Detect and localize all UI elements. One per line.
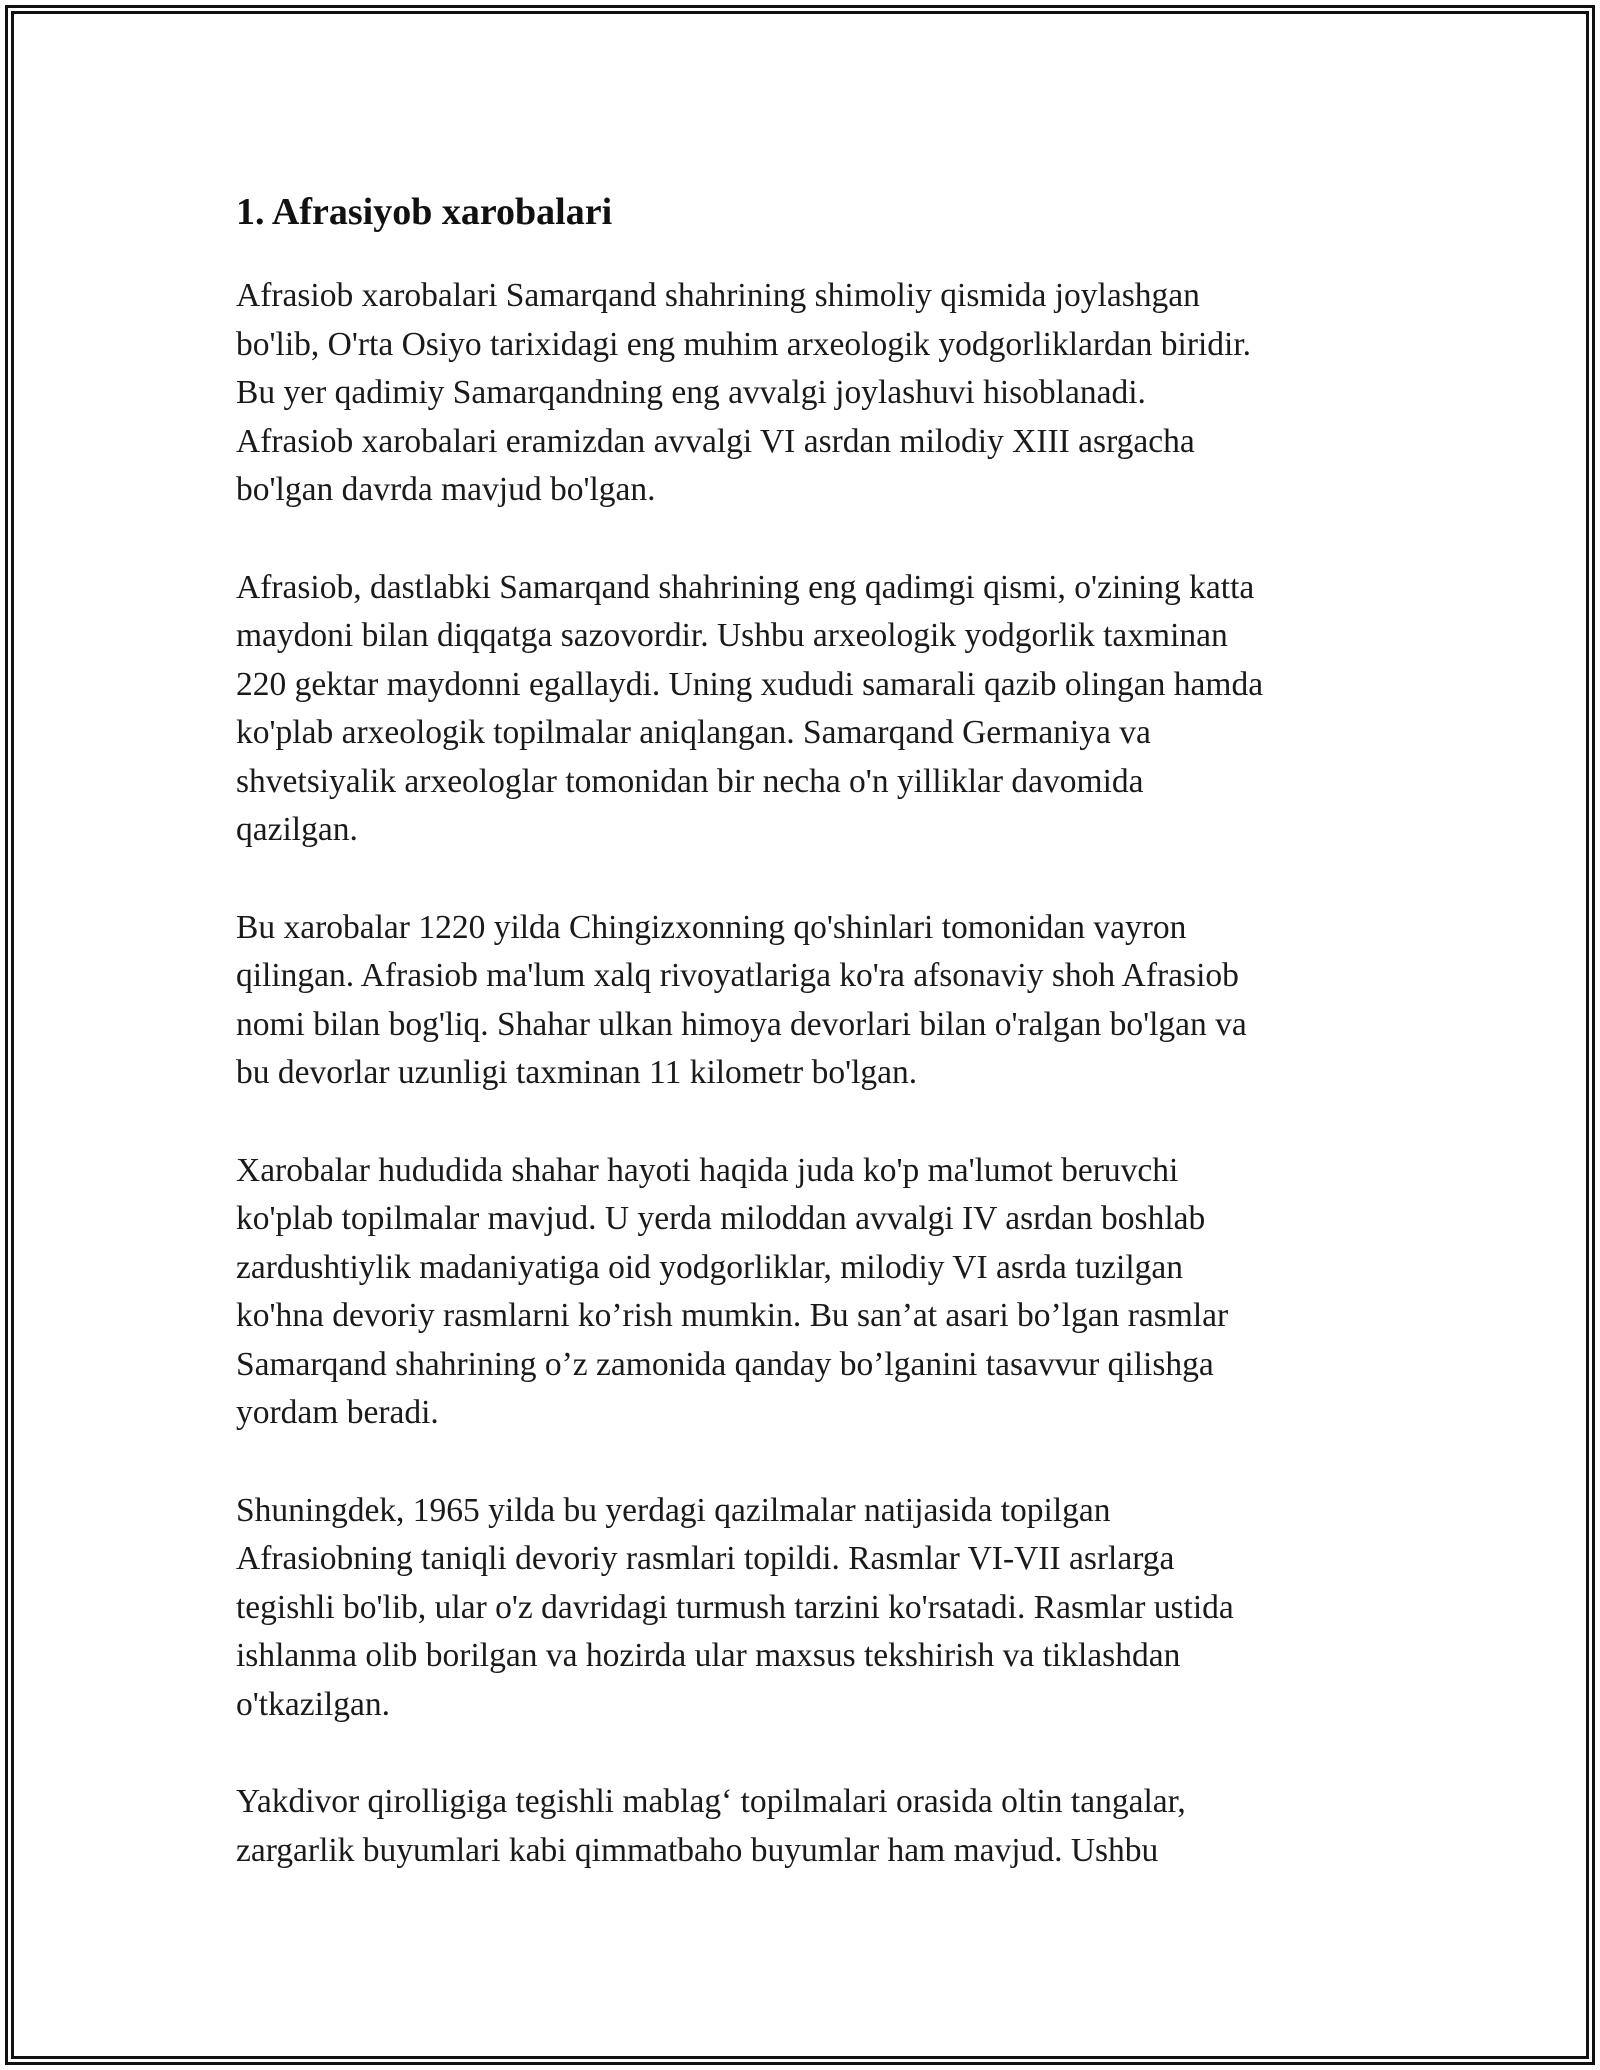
paragraph: Afrasiob xarobalari Samarqand shahrining shimoliy qismida joylashgan bo'lib, O'rta Osiyo tarixidagi eng muhim arxeologik yodgorliklardan biridir. Bu yer qadimiy Samarqandning eng avvalgi joylashuvi hisoblanadi. Afrasiob xarobalari eramizdan avvalgi VI asrdan milodiy XIII asrgacha bo'lgan davrda mavjud bo'lgan. bbox=[236, 277, 1252, 508]
paragraph: Xarobalar hududida shahar hayoti haqida juda ko'p ma'lumot beruvchi ko'plab topilmalar mavjud. U yerda miloddan avvalgi IV asrdan boshlab zardushtiylik madaniyatiga oid yodgorliklar, milodiy VI asrda tuzilgan ko'hna devoriy rasmlarni ko’rish mumkin. Bu san’at asari bo’lgan rasmlar Samarqand shahrining o’z zamonida qanday bo’lganini tasavvur qilishga yordam beradi. bbox=[236, 1151, 1229, 1431]
document-title: 1. Afrasiyob xarobalari bbox=[236, 191, 613, 233]
paragraph: Shuningdek, 1965 yilda bu yerdagi qazilmalar natijasida topilgan Afrasiobning taniqli devoriy rasmlari topildi. Rasmlar VI-VII asrlarga tegishli bo'lib, ular o'z davridagi turmush tarzini ko'rsatadi. Rasmlar ustida ishlanma olib borilgan va hozirda ular maxsus tekshirish va tiklashdan o'tkazilgan. bbox=[236, 1491, 1234, 1723]
paragraph: Afrasiob, dastlabki Samarqand shahrining eng qadimgi qismi, o'zining katta maydoni bilan diqqatga sazovordir. Ushbu arxeologik yodgorlik taxminan 220 gektar maydonni egallaydi. Uning xududi samarali qazib olingan hamda ko'plab arxeologik topilmalar aniqlangan. Samarqand Germaniya va shvetsiyalik arxeologlar tomonidan bir necha o'n yilliklar davomida qazilgan. bbox=[236, 568, 1264, 848]
document-body bbox=[236, 184, 1376, 1924]
paragraph: Yakdivor qirolligiga tegishli mablag‘ topilmalari orasida oltin tangalar, zargarlik buyumlari kabi qimmatbaho buyumlar ham mavjud. Ushbu bbox=[236, 1783, 1186, 1869]
paragraph: Bu xarobalar 1220 yilda Chingizxonning qo'shinlari tomonidan vayron qilingan. Afrasiob ma'lum xalq rivoyatlariga ko'ra afsonaviy shoh Afrasiob nomi bilan bog'liq. Shahar ulkan himoya devorlari bilan o'ralgan bo'lgan va bu devorlar uzunligi taxminan 11 kilometr bo'lgan. bbox=[236, 908, 1247, 1091]
